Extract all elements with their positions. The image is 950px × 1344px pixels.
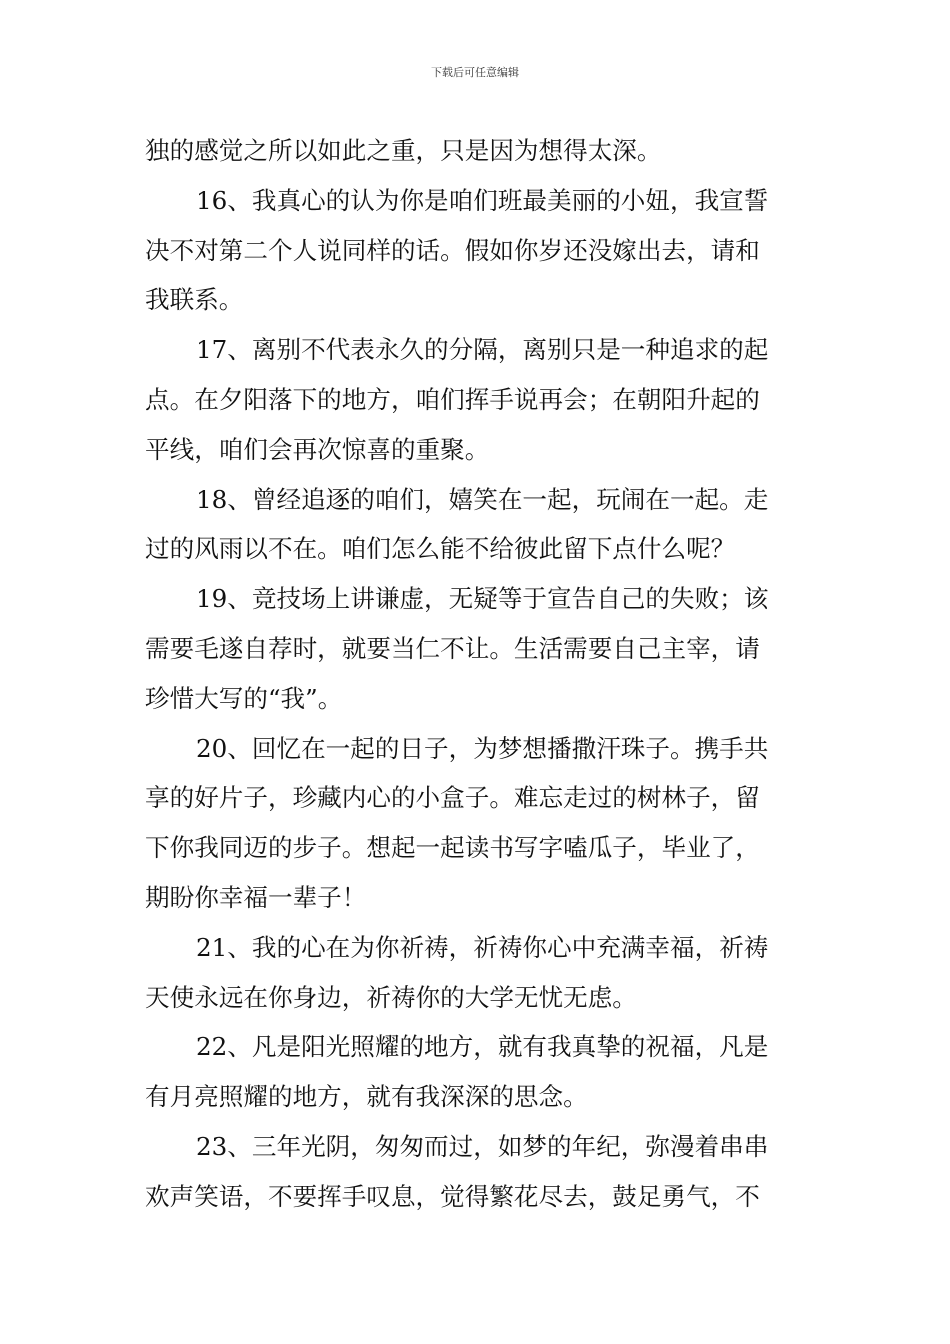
- text-line: 独的感觉之所以如此之重，只是因为想得太深。: [145, 136, 662, 165]
- paragraph-20-line: 20、回忆在一起的日子，为梦想播撒汗珠子。携手共: [196, 733, 769, 763]
- page-header: 下载后可任意编辑: [431, 66, 519, 79]
- text-line: 需要毛遂自荐时，就要当仁不让。生活需要自己主宰，请: [145, 633, 760, 663]
- text-line: 有月亮照耀的地方，就有我深深的思念。: [145, 1082, 588, 1112]
- paragraph-23-line: 23、三年光阴，匆匆而过，如梦的年纪，弥漫着串串: [196, 1131, 769, 1161]
- paragraph-17-line: 17、离别不代表永久的分隔，离别只是一种追求的起: [196, 335, 769, 365]
- text-line: 欢声笑语，不要挥手叹息，觉得繁花尽去，鼓足勇气，不: [145, 1181, 760, 1211]
- text-line: 下你我同迈的步子。想起一起读书写字嗑瓜子，毕业了，: [145, 833, 760, 863]
- text-line: 平线，咱们会再次惊喜的重聚。: [145, 434, 490, 464]
- text-line: 期盼你幸福一辈子！: [145, 882, 367, 912]
- paragraph-21-line: 21、我的心在为你祈祷，祈祷你心中充满幸福，祈祷: [196, 932, 769, 962]
- text-line: 点。在夕阳落下的地方，咱们挥手说再会；在朝阳升起的: [145, 384, 760, 414]
- paragraph-19-line: 19、竞技场上讲谦虚，无疑等于宣告自己的失败；该: [196, 584, 769, 614]
- text-line: 天使永远在你身边，祈祷你的大学无忧无虑。: [145, 982, 637, 1012]
- text-line: 决不对第二个人说同样的话。假如你岁还没嫁出去，请和: [145, 235, 760, 265]
- text-line: 过的风雨以不在。咱们怎么能不给彼此留下点什么呢？: [145, 534, 736, 564]
- text-line: 享的好片子，珍藏内心的小盒子。难忘走过的树林子，留: [145, 783, 760, 813]
- text-line: 珍惜大写的“我”。: [145, 683, 343, 713]
- paragraph-18-line: 18、曾经追逐的咱们，嬉笑在一起，玩闹在一起。走: [196, 484, 769, 514]
- body-text: [145, 126, 809, 1222]
- paragraph-16-line: 16、我真心的认为你是咱们班最美丽的小妞，我宣誓: [196, 185, 769, 215]
- paragraph-22-line: 22、凡是阳光照耀的地方，就有我真挚的祝福，凡是: [196, 1032, 769, 1062]
- text-line: 我联系。: [145, 285, 244, 315]
